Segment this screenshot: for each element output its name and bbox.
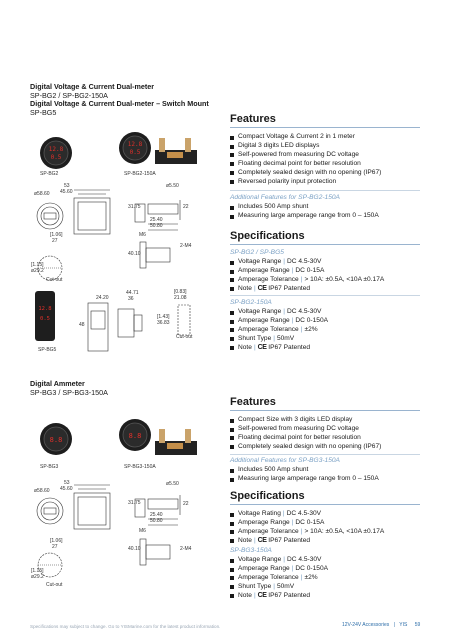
spec-row: Voltage Range | DC 4.5-30V bbox=[230, 308, 328, 317]
specs-heading-1: Specifications bbox=[230, 230, 305, 242]
additional-features-heading-2: Additional Features for SP-BG3-150A bbox=[230, 457, 340, 464]
dimension-drawing-icon bbox=[30, 475, 205, 585]
spec-row: Voltage Range | DC 4.5-30V bbox=[230, 556, 328, 565]
spec-row: Shunt Type | 50mV bbox=[230, 583, 328, 592]
dim-22: 22 bbox=[183, 204, 189, 210]
gauge-with-shunt-icon bbox=[115, 128, 200, 172]
specs-heading-2: Specifications bbox=[230, 490, 305, 502]
feature-item: Includes 500 Amp shunt bbox=[230, 203, 379, 212]
svg-text:12.8: 12.8 bbox=[38, 306, 52, 312]
feature-item: Includes 500 Amp shunt bbox=[230, 466, 379, 475]
feature-item: Completely sealed design with no opening (IP67) bbox=[230, 443, 381, 452]
specs-rule-2 bbox=[230, 504, 420, 505]
feature-item: Self-powered from measuring DC voltage bbox=[230, 151, 381, 160]
dim-53: 53 bbox=[64, 183, 70, 189]
section1-title-block bbox=[30, 83, 209, 117]
svg-text:8.8: 8.8 bbox=[49, 436, 63, 444]
feature-item: Floating decimal point for better resolution bbox=[230, 160, 381, 169]
spec-row: Note | CE IP67 Patented bbox=[230, 344, 328, 353]
spec-row: Amperage Range | DC 0-15A bbox=[230, 267, 384, 276]
divider bbox=[230, 190, 420, 191]
spec-row: Voltage Rating | DC 4.5-30V bbox=[230, 510, 384, 519]
feature-item: Measuring large amperage range from 0 – 150A bbox=[230, 212, 379, 221]
spec-row: Amperage Range | DC 0-150A bbox=[230, 565, 328, 574]
footer-category: 12V-24V Accessories bbox=[342, 622, 390, 628]
dim-45-60: 45.60 bbox=[60, 486, 73, 492]
spec-row: Amperage Range | DC 0-150A bbox=[230, 317, 328, 326]
dim-53: 53 bbox=[64, 480, 70, 486]
features-rule-1 bbox=[230, 127, 420, 128]
dimension-drawing-icon bbox=[78, 295, 208, 355]
label-cut-out: Cut-out bbox=[46, 582, 63, 588]
product-photo-sp-bg3 bbox=[36, 422, 76, 461]
spec-row: Note | CE IP67 Patented bbox=[230, 285, 384, 294]
dim-36: 36 bbox=[128, 296, 134, 302]
dim-25-40: 25.40 bbox=[150, 217, 163, 223]
spec-row: Amperage Range | DC 0-15A bbox=[230, 519, 384, 528]
dim-1-06: [1.06] bbox=[50, 232, 63, 238]
feature-item: Floating decimal point for better resolution bbox=[230, 434, 381, 443]
section1-models2: SP-BG5 bbox=[30, 107, 57, 117]
svg-text:8.8: 8.8 bbox=[128, 432, 142, 440]
dim-24-20: 24.20 bbox=[96, 295, 109, 301]
dim-36-83: 36.83 bbox=[157, 320, 170, 326]
ce-mark: CE bbox=[257, 343, 267, 351]
label-sp-bg2-150a: SP-BG2-150A bbox=[124, 171, 156, 177]
dim-29-2: ø29.2 bbox=[31, 268, 44, 274]
additional-features-list-2 bbox=[230, 466, 379, 484]
dim-31-75: 31.75 bbox=[128, 500, 141, 506]
ammeter-with-shunt-icon bbox=[115, 415, 200, 463]
section1-models1: SP-BG2 / SP-BG2-150A bbox=[30, 90, 108, 100]
feature-item: Measuring large amperage range from 0 – 150A bbox=[230, 475, 379, 484]
ce-mark: CE bbox=[257, 536, 267, 544]
dim-2-m4: 2-M4 bbox=[180, 546, 192, 552]
svg-text:0.5: 0.5 bbox=[129, 149, 141, 156]
dim-27: 27 bbox=[52, 544, 58, 550]
ce-mark: CE bbox=[257, 591, 267, 599]
section1-title2: Digital Voltage & Current Dual-meter – Switch Mount bbox=[30, 99, 209, 109]
dim-21-08: 21.08 bbox=[174, 295, 187, 301]
feature-item: Compact Size with 3 digits LED display bbox=[230, 416, 381, 425]
spec-list-1b bbox=[230, 308, 328, 353]
feature-item: Self-powered from measuring DC voltage bbox=[230, 425, 381, 434]
dim-58-60: ø58.60 bbox=[34, 191, 50, 197]
spec-row: Shunt Type | 50mV bbox=[230, 335, 328, 344]
feature-item: Completely sealed design with no opening (IP67) bbox=[230, 169, 381, 178]
spec-row: Note | CE IP67 Patented bbox=[230, 592, 328, 601]
dim-50-80: 50.80 bbox=[150, 518, 163, 524]
spec-group-name: SP-BG3-150A bbox=[230, 547, 272, 554]
svg-text:0.5: 0.5 bbox=[50, 154, 62, 161]
product-photo-sp-bg2-150a bbox=[115, 128, 200, 177]
dim-m6: M6 bbox=[139, 528, 146, 534]
feature-item: Digital 3 digits LED displays bbox=[230, 142, 381, 151]
dim-50-80: 50.80 bbox=[150, 223, 163, 229]
label-sp-bg2: SP-BG2 bbox=[40, 171, 59, 177]
section2-title-block bbox=[30, 380, 108, 397]
dim-58-60: ø58.60 bbox=[34, 488, 50, 494]
dim-48: 48 bbox=[79, 322, 85, 328]
product-photo-sp-bg2 bbox=[36, 136, 76, 175]
spec-row: Amperage Tolerance | > 10A: ±0.5A, <10A ±0.17A bbox=[230, 528, 384, 537]
spec-list-2b bbox=[230, 556, 328, 601]
footer-right: 12V-24V Accessories | YIS 59 bbox=[342, 622, 421, 628]
label-sp-bg3-150a: SP-BG3-150A bbox=[124, 464, 156, 470]
additional-features-list-1 bbox=[230, 203, 379, 221]
svg-text:12.8: 12.8 bbox=[48, 146, 64, 153]
spec-list-2a bbox=[230, 510, 384, 546]
product-photo-sp-bg3-150a bbox=[115, 415, 200, 468]
product-photo-sp-bg5 bbox=[34, 290, 56, 347]
spec-group-name: SP-BG2 / SP-BG5 bbox=[230, 249, 284, 256]
features-heading-1: Features bbox=[230, 113, 276, 125]
svg-text:0.5: 0.5 bbox=[40, 316, 50, 322]
technical-drawing-sp-bg3 bbox=[30, 475, 205, 590]
features-list-1 bbox=[230, 133, 381, 186]
dim-45-60: 45.60 bbox=[60, 189, 73, 195]
dim-44-71: 44.71 bbox=[126, 290, 139, 296]
dim-m6: M6 bbox=[139, 232, 146, 238]
features-list-2 bbox=[230, 416, 381, 452]
spec-row: Amperage Tolerance | ±2% bbox=[230, 574, 328, 583]
divider bbox=[230, 454, 420, 455]
dim-29-2: ø29.2 bbox=[31, 574, 44, 580]
gauge-icon bbox=[36, 136, 76, 170]
dim-27: 27 bbox=[52, 238, 58, 244]
dim-5-50: ø5.50 bbox=[166, 481, 179, 487]
label-cut-out-2: Cut-out bbox=[176, 334, 193, 340]
feature-item: Compact Voltage & Current 2 in 1 meter bbox=[230, 133, 381, 142]
ammeter-icon bbox=[36, 422, 76, 456]
spec-group-name: SP-BG2-150A bbox=[230, 299, 272, 306]
spec-row: Amperage Tolerance | > 10A: ±0.5A, <10A ±0.17A bbox=[230, 276, 384, 285]
dim-5-50: ø5.50 bbox=[166, 183, 179, 189]
page-number: 59 bbox=[414, 622, 421, 628]
features-heading-2: Features bbox=[230, 396, 276, 408]
label-cut-out-1: Cut-out bbox=[46, 277, 63, 283]
dim-40-10: 40.10 bbox=[128, 251, 141, 257]
dim-1-15: [1.15] bbox=[31, 568, 44, 574]
dim-0-83: [0.83] bbox=[174, 289, 187, 295]
spec-row: Note | CE IP67 Patented bbox=[230, 537, 384, 546]
technical-drawing-sp-bg5 bbox=[78, 295, 208, 360]
dim-1-15: [1.15] bbox=[31, 262, 44, 268]
specs-rule-1 bbox=[230, 244, 420, 245]
label-sp-bg5: SP-BG5 bbox=[38, 347, 57, 353]
features-rule-2 bbox=[230, 410, 420, 411]
section1-title1: Digital Voltage & Current Dual-meter bbox=[30, 82, 155, 91]
spec-row: Amperage Tolerance | ±2% bbox=[230, 326, 328, 335]
dim-31-75: 31.75 bbox=[128, 204, 141, 210]
spec-list-1a bbox=[230, 258, 384, 294]
section2-title1: Digital Ammeter bbox=[30, 379, 85, 388]
divider bbox=[230, 295, 420, 296]
dim-2-m4: 2-M4 bbox=[180, 243, 192, 249]
svg-text:12.8: 12.8 bbox=[127, 141, 143, 148]
dim-25-40: 25.40 bbox=[150, 512, 163, 518]
dim-40-10: 40.10 bbox=[128, 546, 141, 552]
spec-row: Voltage Range | DC 4.5-30V bbox=[230, 258, 384, 267]
footer-brand: YIS bbox=[399, 622, 408, 628]
additional-features-heading-1: Additional Features for SP-BG2-150A bbox=[230, 194, 340, 201]
switch-panel-meter-icon bbox=[34, 290, 56, 342]
dim-1-43: [1.43] bbox=[157, 314, 170, 320]
section2-models1: SP-BG3 / SP-BG3-150A bbox=[30, 387, 108, 397]
footer-note: Specifications may subject to change. Go to YISMarine.com for the latest product information. bbox=[30, 624, 221, 629]
ce-mark: CE bbox=[257, 284, 267, 292]
label-sp-bg3: SP-BG3 bbox=[40, 464, 59, 470]
dim-1-06: [1.06] bbox=[50, 538, 63, 544]
dim-22: 22 bbox=[183, 501, 189, 507]
feature-item: Reversed polarity input protection bbox=[230, 178, 381, 187]
